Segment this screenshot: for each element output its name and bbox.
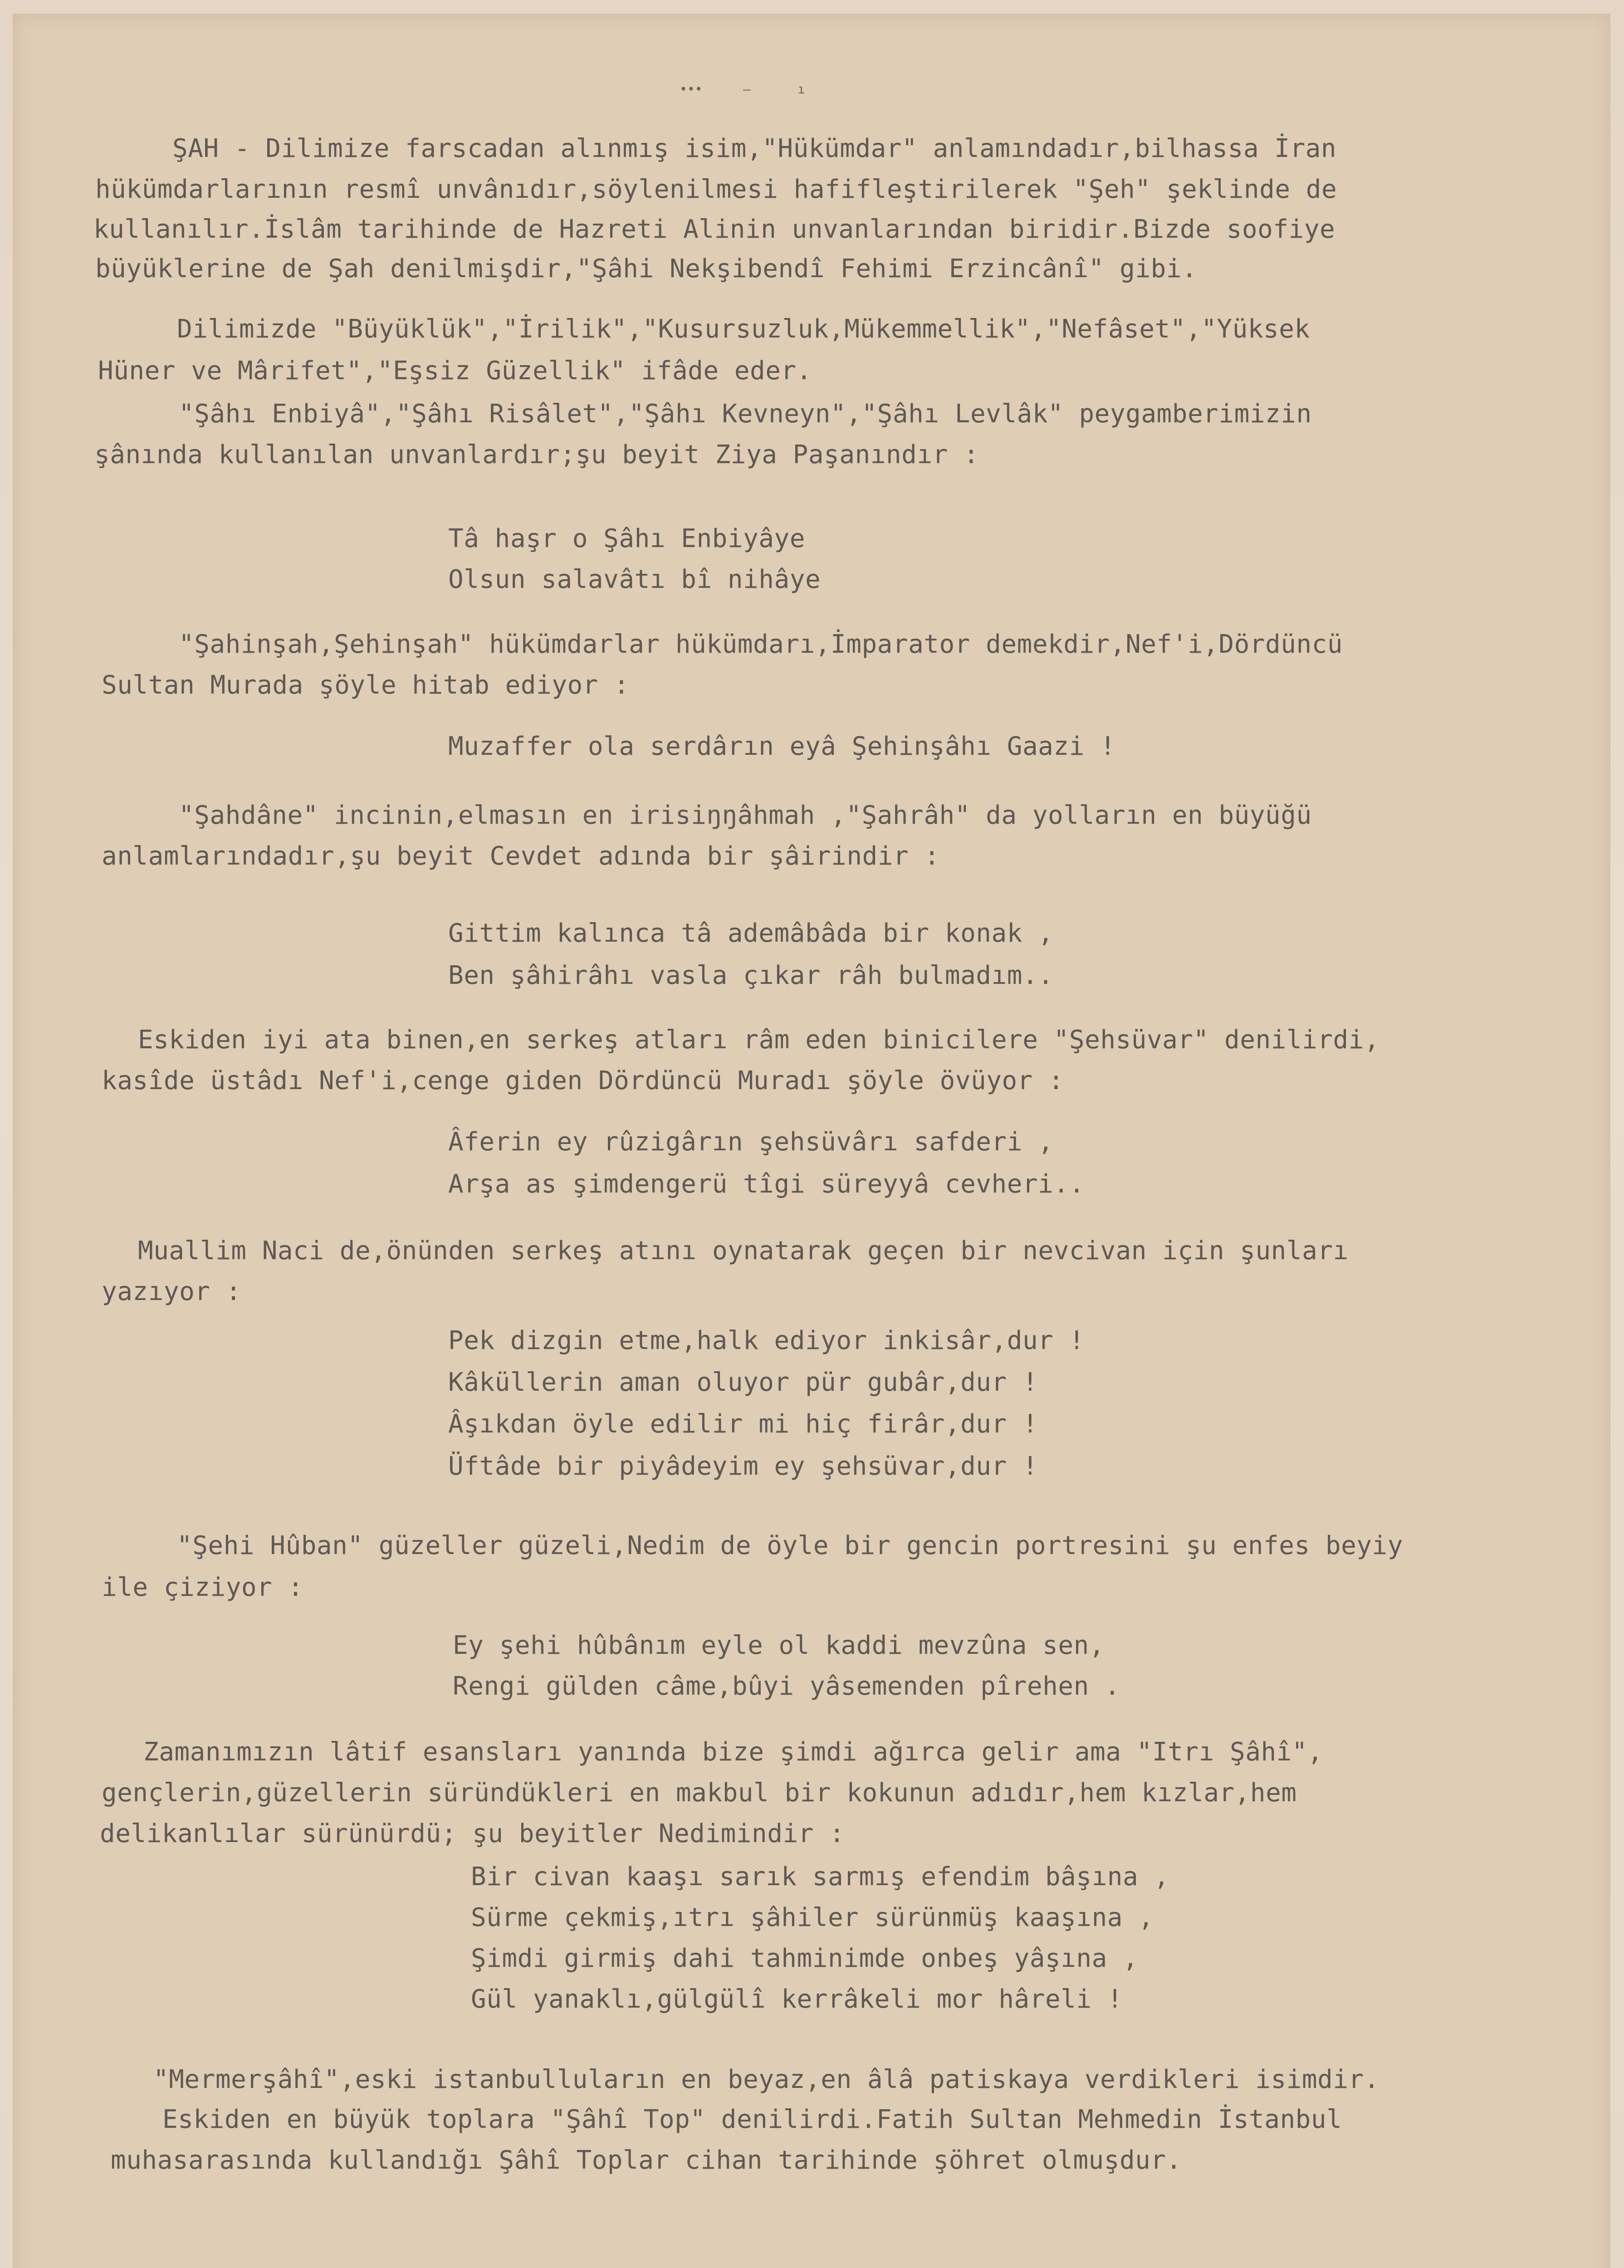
verse-line: Âşıkdan öyle edilir mi hiç firâr,dur ! [448,1409,1038,1439]
text-line: ŞAH - Dilimize farscadan alınmış isim,"Hükümdar" anlamındadır,bilhassa İran [172,134,1337,163]
text-line: Sultan Murada şöyle hitab ediyor : [102,670,630,700]
verse-line: Bir civan kaaşı sarık sarmış efendim bâşına , [471,1862,1169,1892]
text-line: anlamlarındadır,şu beyit Cevdet adında bir şâirindir : [102,841,940,871]
text-line: "Şahdâne" incinin,elmasın en irisiŋŋâhmah ,"Şahrâh" da yolların en büyüğü [179,801,1312,830]
text-line: yazıyor : [102,1277,241,1306]
verse-line: Arşa as şimdengerü tîgi süreyyâ cevheri.. [448,1169,1085,1199]
text-line: Hüner ve Mârifet","Eşsiz Güzellik" ifâde eder. [98,356,812,386]
text-line: hükümdarlarının resmî unvânıdır,söylenilmesi hafifleştirilerek "Şeh" şeklinde de [95,175,1337,204]
text-line: Zamanımızın lâtif esansları yanında bize şimdi ağırca gelir ama "Itrı Şâhî", [143,1737,1323,1767]
text-line: gençlerin,güzellerin süründükleri en makbul bir kokunun adıdır,hem kızlar,hem [102,1778,1297,1808]
text-line: şânında kullanılan unvanlardır;şu beyit Ziya Paşanındır : [94,440,979,469]
text-line: "Şehi Hûban" güzeller güzeli,Nedim de öyle bir gencin portresini şu enfes beyiy [177,1531,1403,1560]
verse-line: Sürme çekmiş,ıtrı şâhiler sürünmüş kaaşına , [471,1903,1154,1932]
text-line: delikanlılar sürünürdü; şu beyitler Nedimindir : [100,1819,845,1848]
verse-line: Rengi gülden câme,bûyi yâsemenden pîrehen . [453,1672,1120,1701]
text-line: ile çiziyor : [102,1573,303,1602]
verse-line: Şimdi girmiş dahi tahminimde onbeş yâşına , [471,1944,1139,1973]
verse-line: Olsun salavâtı bî nihâye [448,565,821,594]
text-line: Dilimizde "Büyüklük","İrilik","Kusursuzluk,Mükemmellik","Nefâset","Yüksek [177,314,1310,344]
typewritten-sheet [13,14,1610,2268]
text-line: büyüklerine de Şah denilmişdir,"Şâhi Nekşibendî Fehimi Erzincânî" gibi. [95,254,1198,284]
text-line: Muallim Naci de,önünden serkeş atını oynatarak geçen bir nevcivan için şunları [138,1236,1349,1266]
verse-line: Tâ haşr o Şâhı Enbiyâye [448,524,805,553]
verse-line: Gül yanaklı,gülgülî kerrâkeli mor hâreli ! [471,1984,1123,2014]
header-mark-tick: ı [797,82,805,97]
verse-line: Kâküllerin aman oluyor pür gubâr,dur ! [448,1368,1038,1397]
verse-line: Üftâde bir piyâdeyim ey şehsüvar,dur ! [448,1452,1038,1481]
verse-line: Âferin ey rûzigârın şehsüvârı safderi , [448,1127,1054,1157]
text-line: "Mermerşâhî",eski istanbulluların en beyaz,en âlâ patiskaya verdikleri isimdir. [153,2065,1379,2094]
text-line: "Şâhı Enbiyâ","Şâhı Risâlet","Şâhı Kevneyn","Şâhı Levlâk" peygamberimizin [179,399,1312,429]
verse-line: Ey şehi hûbânım eyle ol kaddi mevzûna sen, [453,1631,1105,1660]
text-line: kullanılır.İslâm tarihinde de Hazreti Alinin unvanlarından biridir.Bizde soofiye [93,215,1335,244]
header-mark-dots: ••• [680,82,703,97]
verse-line: Pek dizgin etme,halk ediyor inkisâr,dur ! [448,1326,1085,1355]
verse-line: Muzaffer ola serdârın eyâ Şehinşâhı Gaazi ! [448,732,1116,761]
verse-line: Gittim kalınca tâ ademâbâda bir konak , [448,919,1054,948]
text-line: Eskiden en büyük toplara "Şâhî Top" denilirdi.Fatih Sultan Mehmedin İstanbul [162,2105,1342,2134]
text-line: kasîde üstâdı Nef'i,cenge giden Dördüncü Muradı şöyle övüyor : [102,1066,1064,1095]
text-line: muhasarasında kullandığı Şâhî Toplar cihan tarihinde şöhret olmuşdur. [111,2146,1182,2175]
verse-line: Ben şâhirâhı vasla çıkar râh bulmadım.. [448,961,1054,990]
text-line: Eskiden iyi ata binen,en serkeş atları râm eden binicilere "Şehsüvar" denilirdi, [138,1025,1380,1055]
text-line: "Şahinşah,Şehinşah" hükümdarlar hükümdarı,İmparator demekdir,Nef'i,Dördüncü [179,630,1343,659]
header-mark-dash: — [743,82,751,97]
